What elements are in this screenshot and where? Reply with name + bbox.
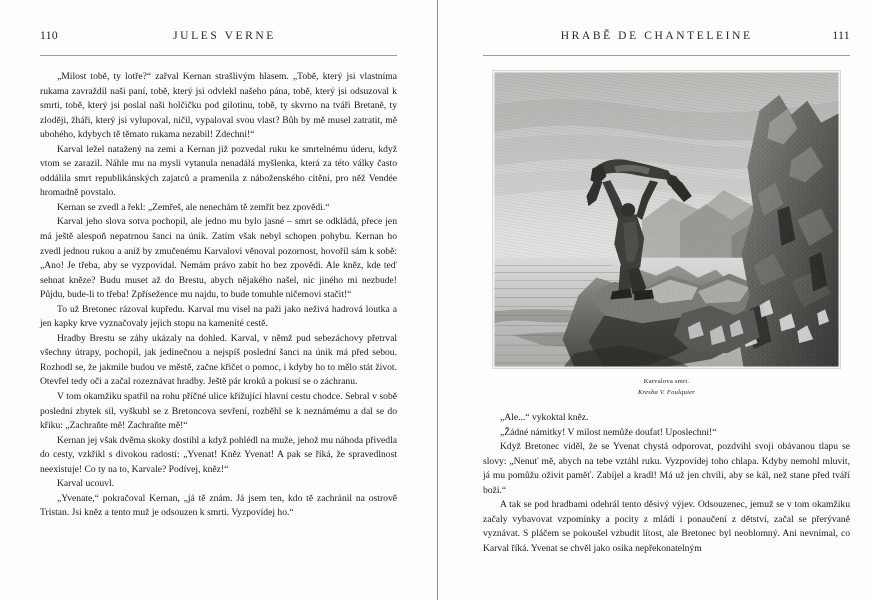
paragraph: „Žádné námitky! V milost nemůže doufat! Uposlechni!“ [500,426,717,438]
right-page-folio: 111 [832,30,850,42]
right-body-text [483,411,850,556]
left-running-head-title: JULES VERNE [173,30,276,42]
paragraph: Karval jeho slova sotva pochopil, ale jedno mu bylo jasné – smrt se odkládá, přece jen má ještě alespoň nepatrnou šanci na únik. Zatím však nebyl schopen pohybu. Kernan ho zvedl jednou rukou a aniž by zmučenému Karvalovi věnoval pozornost, hovořil sám k sobě: „Ano! Je třeba, aby se vyzpovídal. Nemám právo zabít ho bez zpovědi. Ale kněz, kde teď sehnat kněze? Budu muset až do Brestu, abych nějakého našel, nic jiného mi nezbude! Půjdu, bude-li to třeba! Zpřísežence mu najdu, to bude tomuhle ničemovi stačit!“ [40,216,397,301]
paragraph: V tom okamžiku spatřil na rohu příčné ulice křižující hlavní cestu chodce. Sebral v sobě poslední zbytek sil, vyškubl se z Bretoncova sevření, rozběhl se k neznámému a dal se do křiku: „Zachraňte mě! Zachraňte mě!“ [40,391,397,432]
paragraph: Hradby Brestu se záhy ukázaly na dohled. Karval, v němž pud sebezáchovy přetrval všechny útrapy, pochopil, jak jedinečnou a nejspíš poslední šanci na únik má před sebou. Rozhodl se, že jakmile budou ve městě, začne křičet o pomoc, i kdyby ho to mělo stát život. Otevřel tedy oči a začal rozeznávat hradby. Ještě pár kroků a pokusí se o záchranu. [40,332,397,388]
right-head-rule [483,55,850,56]
left-head-rule [40,55,397,56]
right-page [437,0,874,600]
illustration-block [483,70,850,398]
left-body-text [40,70,397,521]
paragraph: Kernan jej však dvěma skoky dostihl a když pohlédl na muže, jehož mu náhoda přivedla do cesty, vzkřikl s divokou radostí: „Yvenat! Kněz Yvenat! A pak se říká, že spravedlnost neexistuje! Co ty na to, Karvale? Podívej, kněz!“ [40,434,397,475]
paragraph: Kernan se zvedl a řekl: „Zemřeš, ale nenechám tě zemřít bez zpovědi.“ [57,201,330,213]
caption-credit: Kresba V. Foulquier [637,388,696,396]
right-running-head [483,30,850,50]
illustration-caption [638,377,695,398]
right-running-head-title: HRABĚ DE CHANTELEINE [560,30,753,42]
paragraph: „Yvenate,“ pokračoval Kernan, „já tě znám. Já jsem ten, kdo tě zachránil na ostrově Tristan. Jsi kněz a tento muž je odsouzen k smrti. Vyzpovídej ho.“ [40,492,397,519]
paragraph: Karval ležel natažený na zemi a Kernan již pozvedal ruku ke smrtelnému úderu, když vtom se zarazil. Náhle mu na mysli vytanula nenadálá myšlenka, která za této války často oddálila smrt republikánských zajatců a pramenila z náboženského cítění, pro něž Vendée hromadně povstalo. [40,143,397,199]
karval-death-engraving [492,70,841,369]
paragraph: „Milost tobě, ty lotře?“ zařval Kernan strašlivým hlasem. „Tobě, který jsi vlastníma rukama zavraždil naši paní, tobě, který jsi odvlekl našeho pána, tobě, který jsi odsuzoval k smrti, tobě, který jsi poslal naši holčičku pod gilotinu, tobě, ty skvrno na tváři Bretaně, ty zloději, žháři, který jsi vylupoval, ničil, vypaloval svou vlast? Bůh by mě musel zatratit, mě ubohého, kdybych tě těmato rukama nezabil! Zdechni!“ [40,71,397,141]
paragraph: A tak se pod hradbami odehrál tento děsivý výjev. Odsouzenec, jemuž se v tom okamžiku začaly vybavovat vzpomínky a pocity z mládí i ponaučení z dětství, začal se přerývaně vyznávat. S pláčem se pokoušel vzbudit lítost, ale Bretonec byl neoblomný. Ani nevnímal, co Karval říká. Yvenat se chvěl jako osika nepřekonatelným [483,499,850,554]
paragraph: Karval ucouvl. [57,478,115,490]
paragraph: „Ale...“ vykoktal kněz. [500,412,589,423]
caption-title: Karvalova smrt. [643,378,690,385]
left-page-folio: 110 [40,30,59,42]
paragraph: To už Bretonec rázoval kupředu. Karval mu visel na paži jako neživá hadrová loutka a jen kapky krve vyznačovaly jejich stopu na kamenité cestě. [40,303,397,330]
left-running-head [40,30,397,50]
paragraph: Když Bretonec viděl, že se Yvenat chystá odporovat, pozdvihl svoji obávanou tlapu se slovy: „Nenuť mě, abych na tebe vztáhl ruku. Vyzpovídej toho chlapa. Kdyby nemohl mluvit, já mu pomůžu oživit paměť. Zabíjel a kradl! Má už jen chvíli, aby se kál, než stane před tváří boží.“ [483,441,850,496]
